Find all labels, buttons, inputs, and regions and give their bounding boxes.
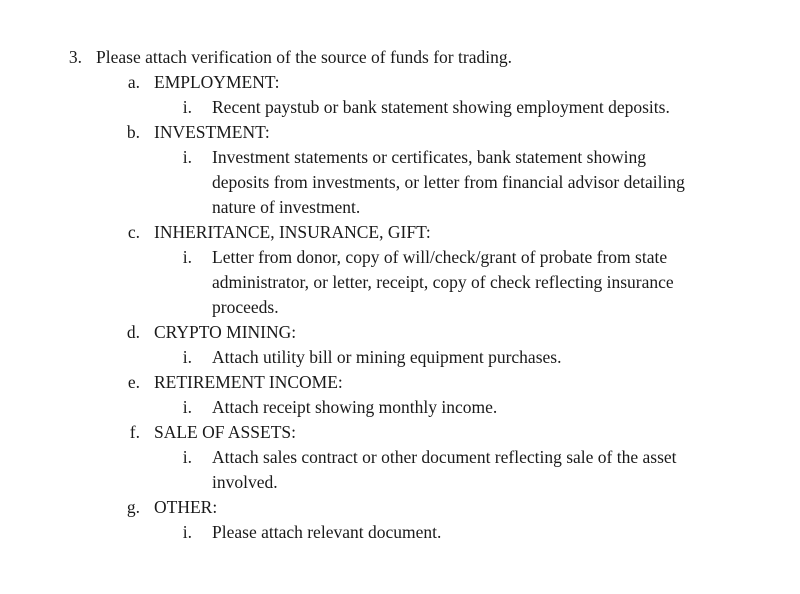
- subitem-heading: SALE OF ASSETS:: [154, 422, 296, 442]
- subitem-marker: f.: [129, 422, 140, 442]
- subitem-heading: INVESTMENT:: [154, 122, 270, 142]
- subitem-marker: b.: [126, 122, 140, 142]
- detail-line: Letter from donor, copy of will/check/grant of probate from state: [212, 247, 668, 267]
- subitem-heading: CRYPTO MINING:: [154, 322, 297, 342]
- subitem-marker: g.: [126, 497, 140, 517]
- detail-line: Attach receipt showing monthly income.: [212, 397, 498, 417]
- detail-line: involved.: [212, 472, 278, 492]
- subitem-marker: a.: [127, 72, 140, 92]
- detail-marker: i.: [182, 522, 192, 542]
- item-text: Please attach verification of the source of funds for trading.: [96, 47, 512, 67]
- detail-marker: i.: [182, 147, 192, 167]
- subitem-marker: d.: [126, 322, 140, 342]
- detail-line: nature of investment.: [212, 197, 361, 217]
- subitem-heading: INHERITANCE, INSURANCE, GIFT:: [154, 222, 431, 242]
- detail-line: administrator, or letter, receipt, copy of check reflecting insurance: [212, 272, 674, 292]
- detail-marker: i.: [182, 97, 192, 117]
- detail-marker: i.: [182, 347, 192, 367]
- subitem-marker: c.: [127, 222, 140, 242]
- detail-marker: i.: [182, 247, 192, 267]
- detail-line: Investment statements or certificates, bank statement showing: [212, 147, 646, 167]
- detail-line: proceeds.: [212, 297, 279, 317]
- detail-marker: i.: [182, 397, 192, 417]
- subitem-heading: RETIREMENT INCOME:: [154, 372, 343, 392]
- detail-line: Attach sales contract or other document reflecting sale of the asset: [212, 447, 677, 467]
- detail-line: deposits from investments, or letter from financial advisor detailing: [212, 172, 685, 192]
- detail-line: Please attach relevant document.: [212, 522, 442, 542]
- detail-line: Attach utility bill or mining equipment purchases.: [212, 347, 562, 367]
- item-number: 3.: [68, 47, 82, 67]
- subitem-marker: e.: [127, 372, 140, 392]
- subitem-heading: EMPLOYMENT:: [154, 72, 280, 92]
- detail-marker: i.: [182, 447, 192, 467]
- detail-line: Recent paystub or bank statement showing employment deposits.: [212, 97, 670, 117]
- subitem-heading: OTHER:: [154, 497, 218, 517]
